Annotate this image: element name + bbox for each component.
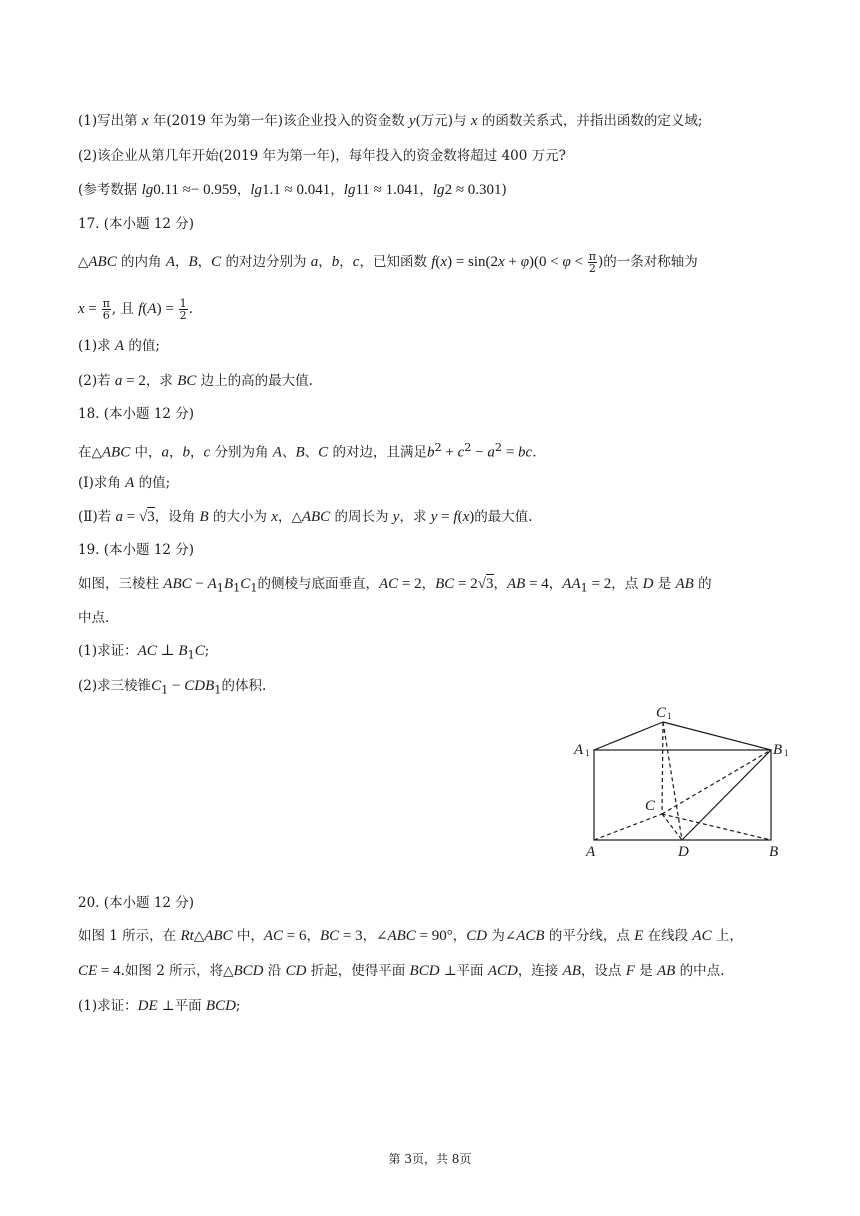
reference-data: (参考数据 lg0.11 ≈− 0.959，lg1.1 ≈ 0.041，lg11 ≈ 1.041，lg2 ≈ 0.301) xyxy=(78,182,507,198)
question-17-heading: 17. (本小题 12 分) xyxy=(78,216,195,232)
question-19-heading: 19. (本小题 12 分) xyxy=(78,542,195,558)
label-c1-sub: 1 xyxy=(667,711,672,721)
prism-front-face xyxy=(594,750,771,840)
question-18-stem: 在△ABC 中，a，b，c 分别为角 A、B、C 的对边，且满足$b^2 + c^2 - a^2$ = bc. xyxy=(78,441,537,461)
label-a1: A xyxy=(574,742,584,758)
question-17-part-1: (1)求 A 的值; xyxy=(78,338,160,354)
question-19-part-1: (1)求证：AC ⊥ $B_1C$; xyxy=(78,643,210,662)
question-18-part-2: (Ⅱ)若 a = √3，设角 B 的大小为 x，△ABC 的周长为 y，求 y = f(x)的最大值. xyxy=(78,509,533,525)
label-a1-sub: 1 xyxy=(585,748,590,758)
question-18-heading: 18. (本小题 12 分) xyxy=(78,406,195,422)
edge-c1-c xyxy=(662,722,663,814)
question-18-part-1: (Ⅰ)求角 A 的值; xyxy=(78,475,171,491)
edge-c-b xyxy=(662,814,771,840)
label-d: D xyxy=(678,844,689,860)
question-19-part-2: (2)求三棱锥$C_1 - CDB_1$的体积. xyxy=(78,678,267,697)
question-16-part-1: (1)写出第 x 年(2019 年为第一年)该企业投入的资金数 y(万元)与 x 的函数关系式，并指出函数的定义域; xyxy=(78,113,703,129)
edge-a-c xyxy=(594,814,662,840)
label-b1: B xyxy=(773,742,783,758)
label-a: A xyxy=(586,844,596,860)
question-16-part-2: (2)该企业从第几年开始(2019 年为第一年)，每年投入的资金数将超过 400 万元? xyxy=(78,148,566,164)
page-footer: 第 3页，共 8页 xyxy=(388,1152,472,1166)
edge-c1-d xyxy=(663,722,682,840)
prism-figure xyxy=(570,698,790,868)
question-17-part-2: (2)若 a = 2，求 BC 边上的高的最大值. xyxy=(78,373,313,389)
question-20-part-1: (1)求证：DE ⊥平面 BCD; xyxy=(78,998,241,1014)
label-c1: C xyxy=(656,705,667,721)
label-b: B xyxy=(769,844,779,860)
label-c: C xyxy=(645,798,656,814)
question-20-stem-1: 如图 1 所示，在 Rt△ABC 中，AC = 6，BC = 3，∠ABC = 90°，CD 为∠ACB 的平分线，点 E 在线段 AC 上， xyxy=(78,928,743,944)
question-17-stem-2: x = $\frac{\pi}{6}$ , 且 f(A) = $\frac{1}{2}$ . xyxy=(78,297,193,322)
edge-c1-b1 xyxy=(663,722,771,750)
question-20-heading: 20. (本小题 12 分) xyxy=(78,895,195,911)
question-19-stem-2: 中点. xyxy=(78,610,110,626)
edge-a1-c1 xyxy=(594,722,663,750)
label-b1-sub: 1 xyxy=(784,748,789,758)
question-17-stem-1: △ABC 的内角 A，B，C 的对边分别为 a，b，c，已知函数 f(x) = sin(2x + φ)(0 < φ < $\frac{\pi}{2}$ )的一条对称轴为 xyxy=(78,250,698,275)
question-19-stem-1: 如图，三棱柱 ABC − $A_1B_1C_1$的侧棱与底面垂直，AC = 2，BC = 2√3，AB = 4，$AA_1 = 2$，点 D 是 AB 的 xyxy=(78,576,712,595)
question-20-stem-2: CE = 4.如图 2 所示，将△BCD 沿 CD 折起，使得平面 BCD ⊥平面 ACD，连接 AB，设点 F 是 AB 的中点. xyxy=(78,963,725,979)
